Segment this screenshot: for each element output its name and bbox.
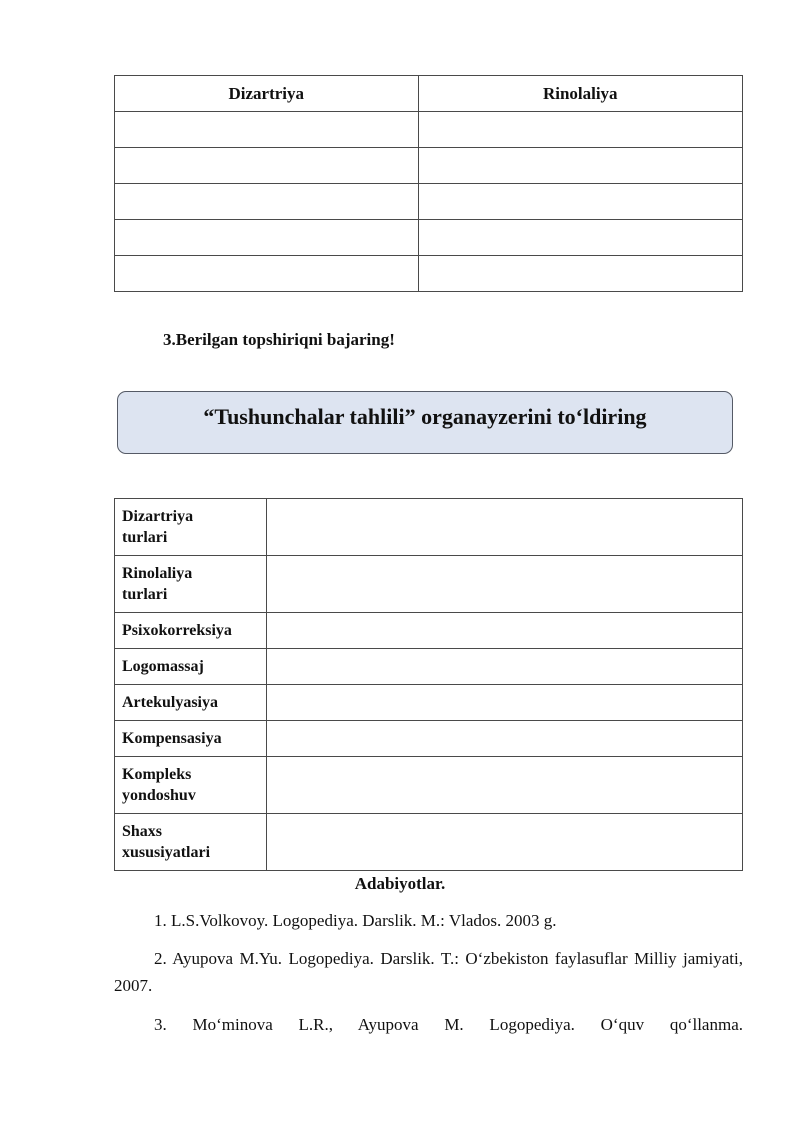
answer-cell [266, 556, 742, 613]
table-cell [418, 256, 742, 292]
organizer-title: “Tushunchalar tahlili” organayzerini to‘ldiring [203, 403, 647, 429]
reference-item: 2. Ayupova M.Yu. Logopediya. Darslik. T.: O‘zbekiston faylasuflar Milliy jamiyati, 2007. [114, 949, 743, 995]
header-dizartriya: Dizartriya [115, 76, 419, 112]
term-cell: Artekulyasiya [115, 685, 267, 721]
header-rinolaliya: Rinolaliya [418, 76, 742, 112]
answer-cell [266, 814, 742, 871]
term-cell: Rinolaliya turlari [115, 556, 267, 613]
term-cell: Kompensasiya [115, 721, 267, 757]
reference-item: 1. L.S.Volkovoy. Logopediya. Darslik. M.: Vlados. 2003 g. [154, 911, 557, 930]
table-cell [418, 184, 742, 220]
answer-cell [266, 499, 742, 556]
table-cell [115, 112, 419, 148]
organizer-banner [117, 391, 733, 454]
term-cell: Psixokorreksiya [115, 613, 267, 649]
table-row [115, 499, 743, 556]
term-cell: Logomassaj [115, 649, 267, 685]
table-cell [418, 220, 742, 256]
term-cell: Shaxs xususiyatlari [115, 814, 267, 871]
table-row [115, 649, 743, 685]
answer-cell [266, 685, 742, 721]
table-cell [115, 220, 419, 256]
reference-item: 3. Mo‘minova L.R., Ayupova M. Logopediya. O‘quv qo‘llanma. [154, 1015, 743, 1034]
term-cell: Dizartriya turlari [115, 499, 267, 556]
table-row [115, 184, 743, 220]
table-row [115, 685, 743, 721]
table-row [115, 112, 743, 148]
table-cell [115, 184, 419, 220]
table-cell [115, 148, 419, 184]
table-row [115, 814, 743, 871]
table-row [115, 556, 743, 613]
table-row [115, 148, 743, 184]
table-row [115, 721, 743, 757]
table-row [115, 757, 743, 814]
comparison-table [114, 75, 743, 292]
table-row [115, 256, 743, 292]
answer-cell [266, 721, 742, 757]
table-cell [418, 148, 742, 184]
answer-cell [266, 757, 742, 814]
references-title: Adabiyotlar. [354, 874, 446, 893]
table-row [115, 613, 743, 649]
answer-cell [266, 649, 742, 685]
task-heading: 3.Berilgan topshiriqni bajaring! [163, 330, 395, 349]
term-cell: Kompleks yondoshuv [115, 757, 267, 814]
table-row [115, 220, 743, 256]
table-cell [418, 112, 742, 148]
table-cell [115, 256, 419, 292]
concept-table [114, 498, 743, 871]
answer-cell [266, 613, 742, 649]
table-header-row [115, 76, 743, 112]
